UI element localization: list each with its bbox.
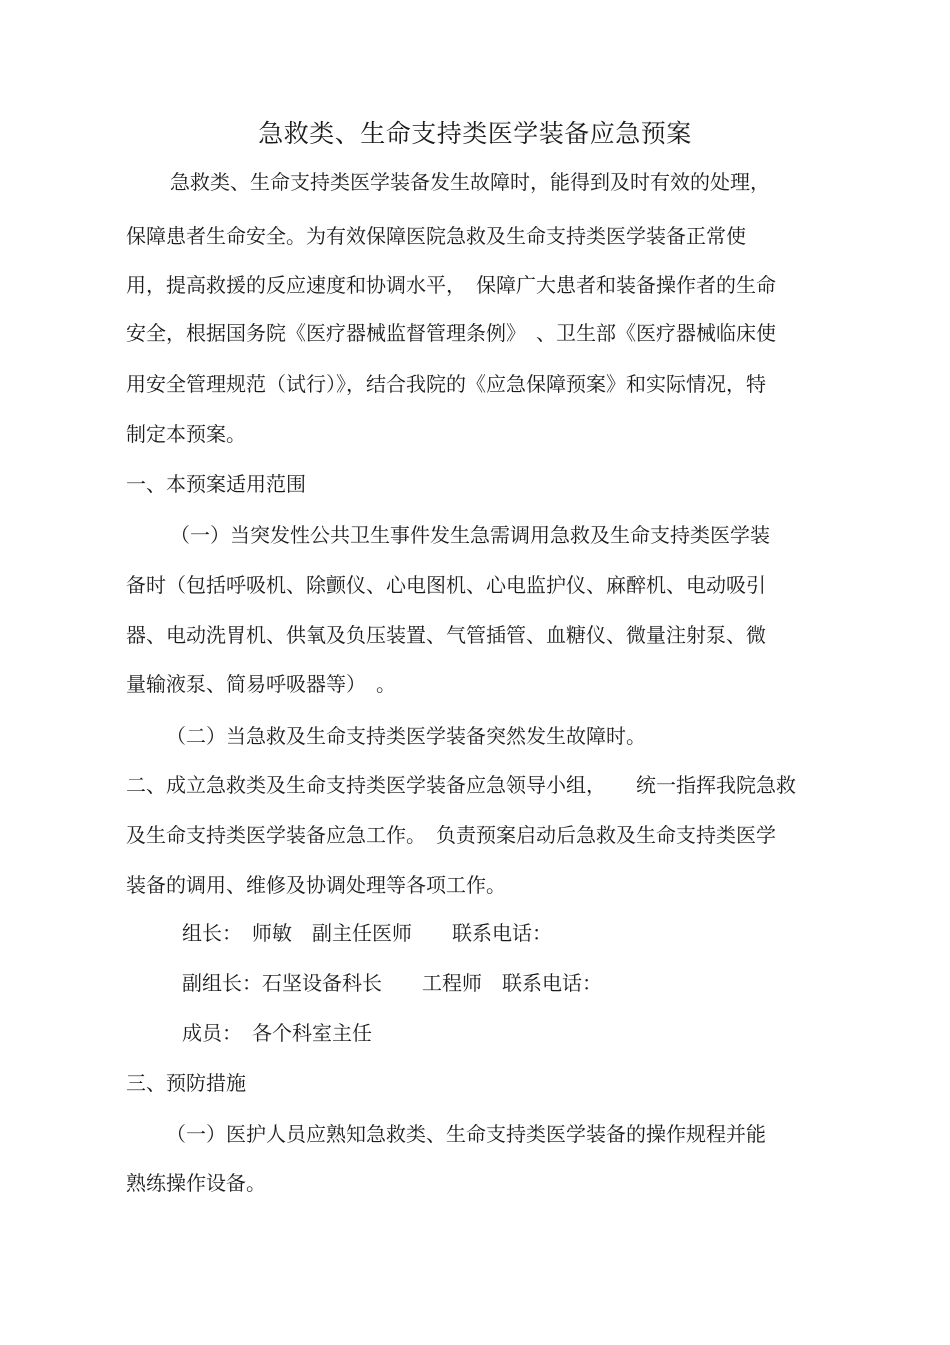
paragraph-line-5: 用安全管理规范（试行）》，结合我院的《应急保障预案》和实际情况，特 [126, 372, 766, 396]
scope-item-1-line-1: （一）当突发性公共卫生事件发生急需调用急救及生命支持类医学装 [170, 523, 770, 547]
deputy-group-leader: 副组长：石坚设备科长 工程师 联系电话： [182, 971, 602, 995]
section-heading-2: 二、成立急救类及生命支持类医学装备应急领导小组， 统一指挥我院急救 [126, 773, 796, 797]
group-leader: 组长： 师敏 副主任医师 联系电话： [182, 921, 552, 945]
paragraph-line-3: 用，提高救援的反应速度和协调水平， 保障广大患者和装备操作者的生命 [126, 273, 776, 297]
group-members: 成员： 各个科室主任 [182, 1021, 372, 1045]
section-heading-1: 一、本预案适用范围 [126, 472, 306, 496]
document-title: 急救类、生命支持类医学装备应急预案 [258, 119, 692, 148]
paragraph-line-1: 急救类、生命支持类医学装备发生故障时，能得到及时有效的处理， [170, 170, 770, 194]
prevention-item-1-line-2: 熟练操作设备。 [126, 1171, 266, 1195]
paragraph-line-4: 安全，根据国务院《医疗器械监督管理条例》 、卫生部《医疗器械临床使 [126, 321, 776, 345]
prevention-item-1-line-1: （一）医护人员应熟知急救类、生命支持类医学装备的操作规程并能 [166, 1122, 766, 1146]
scope-item-1-line-3: 器、电动洗胃机、供氧及负压装置、气管插管、血糖仪、微量注射泵、微 [126, 623, 766, 647]
paragraph-line-2: 保障患者生命安全。为有效保障医院急救及生命支持类医学装备正常使 [126, 224, 746, 248]
scope-item-1-line-4: 量输液泵、简易呼吸器等） 。 [126, 672, 396, 696]
scope-item-1-line-2: 备时（包括呼吸机、除颤仪、心电图机、心电监护仪、麻醉机、电动吸引 [126, 573, 766, 597]
section-heading-3: 三、预防措施 [126, 1071, 246, 1095]
scope-item-2: （二）当急救及生命支持类医学装备突然发生故障时。 [166, 724, 646, 748]
paragraph-line-6: 制定本预案。 [126, 422, 246, 446]
section-2-line-2: 及生命支持类医学装备应急工作。 负责预案启动后急救及生命支持类医学 [126, 823, 776, 847]
section-2-line-3: 装备的调用、维修及协调处理等各项工作。 [126, 873, 506, 897]
